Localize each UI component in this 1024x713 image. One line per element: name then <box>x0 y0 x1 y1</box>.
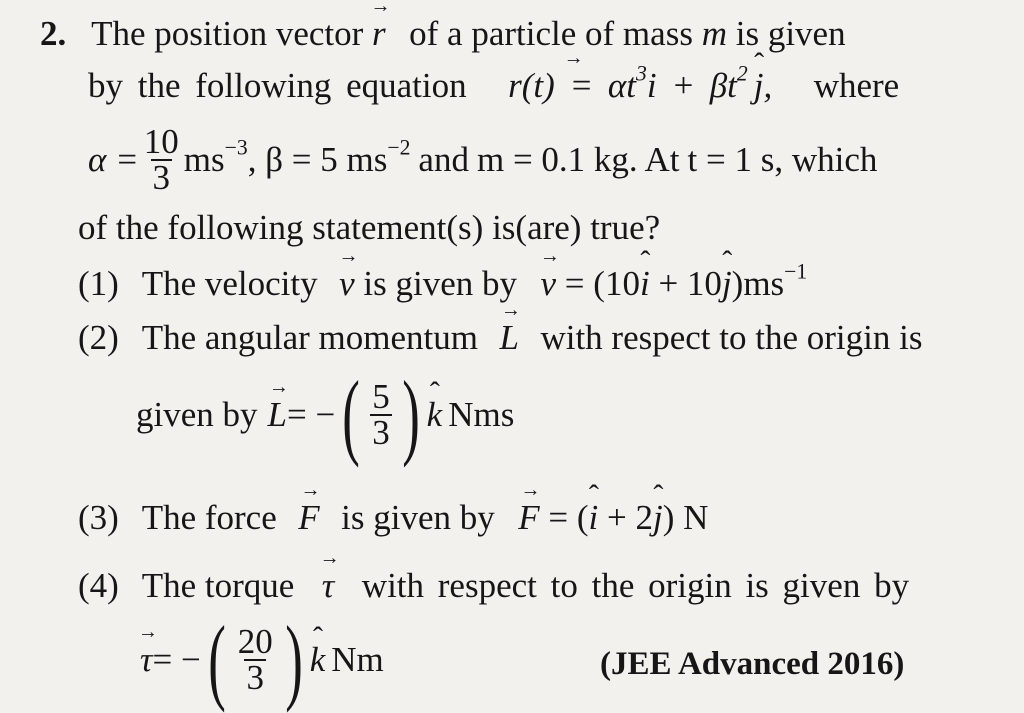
option-2-label: (2) <box>78 318 119 357</box>
option-2 <box>78 318 922 358</box>
unit-vector-j: ˆ j <box>754 66 764 106</box>
question-line-2 <box>88 61 900 106</box>
alpha-lhs: α = <box>88 140 139 179</box>
option-2-line2: given by <box>136 395 258 434</box>
question-line-4: of the following statement(s) is(are) true? <box>78 208 661 247</box>
question-text-cont: of a particle of mass <box>409 14 693 53</box>
option-4-label: (4) <box>78 566 119 605</box>
unit-vector-k-2: ˆ k <box>310 640 326 680</box>
option-4-mid: with respect to the origin is given by <box>361 566 910 605</box>
alpha-numerator: 10 <box>143 122 179 161</box>
position-equation: → $r(t) = \alpha t^3i$ + $\beta t^2ˆ$ j, <box>508 66 772 105</box>
option-1-equation: → v = (10ˆ i + 10ˆ $j)ms^{-1}$ <box>541 264 808 303</box>
option-2-equation: given by → L = − ( $\frac{5}{3}$ ) ˆ k Nms <box>136 370 514 460</box>
option-2-mid: with respect to the origin is <box>540 318 923 357</box>
option-3 <box>78 498 708 538</box>
position-vector-symbol: → r <box>372 14 386 54</box>
mass-symbol: m <box>701 14 727 53</box>
option-1 <box>78 259 808 304</box>
option-3-mid: is given by <box>341 498 495 537</box>
source-citation: (JEE Advanced 2016) <box>600 646 905 682</box>
option-4-equation: → τ = − ( $\frac{20}{3}$ ) ˆ k Nm <box>140 614 384 706</box>
option-4-text: The torque <box>141 566 295 605</box>
unit-vector-k: ˆ k <box>427 395 443 435</box>
option-3-equation: → F = (ˆ i + 2ˆ j) N <box>518 498 708 537</box>
time-value: t = 1 s, which <box>687 140 878 179</box>
option-1-text: The velocity <box>141 264 318 303</box>
alpha-denominator: 3 <box>152 158 170 197</box>
option-2-fraction: $\frac{5}{3}$ <box>372 377 390 452</box>
question-text: The position vector <box>91 14 364 53</box>
mass-value: m = 0.1 kg. At <box>476 140 680 179</box>
force-vector-symbol: → F <box>298 498 319 538</box>
question-number: 2. <box>40 14 67 53</box>
alpha-fraction <box>142 122 181 197</box>
option-4-eq-symbol: → τ <box>140 640 153 680</box>
alpha-unit: $ms^{-3}$ <box>183 135 248 179</box>
option-3-text: The force <box>141 498 277 537</box>
equation-lead: by the following equation <box>88 66 467 105</box>
option-2-text: The angular momentum <box>141 318 478 357</box>
option-1-label: (1) <box>78 264 119 303</box>
option-4-fraction: $\frac{20}{3}$ <box>237 622 273 697</box>
torque-vector-symbol: → τ <box>322 566 335 606</box>
equation-tail: where <box>813 66 900 105</box>
question-text-tail: is given <box>735 14 846 53</box>
and-text: and <box>418 140 469 179</box>
beta-value: , β = 5 $ms^{-2}$ <box>247 135 411 179</box>
velocity-vector-symbol: → v <box>339 264 355 304</box>
option-1-mid: is given by <box>363 264 517 303</box>
option-3-label: (3) <box>78 498 119 537</box>
question-line-3 <box>88 120 877 200</box>
option-2-eq-symbol: → L <box>268 395 287 435</box>
question-line-1 <box>40 14 846 54</box>
option-4 <box>78 566 909 606</box>
angular-momentum-vector-symbol: → L <box>499 318 518 358</box>
